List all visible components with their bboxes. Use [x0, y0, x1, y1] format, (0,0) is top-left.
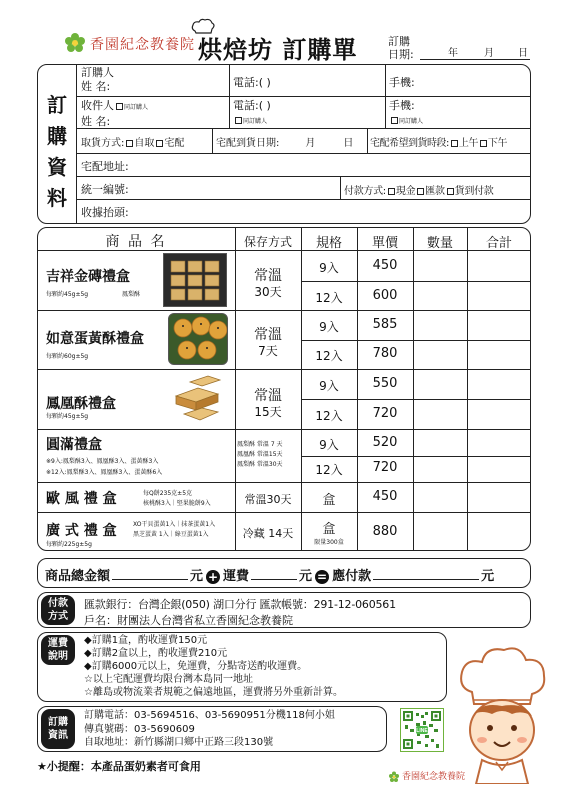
line-qr-code[interactable] — [400, 708, 444, 752]
product-name: 鳳凰酥禮盒 — [46, 396, 116, 412]
product-price: 600 — [372, 288, 398, 303]
product-weight: 每顆約225g±5g — [46, 541, 92, 548]
product-weight: 每顆約45g±5g — [46, 413, 89, 420]
recipient-phone-label: 電話:( ) 同訂購人 — [233, 99, 271, 125]
totals-row: 商品總金額 元 + 運費 元 = 應付款 元 — [45, 569, 495, 584]
footer-logo — [388, 768, 400, 780]
product-spec: 9入 — [319, 320, 339, 334]
orderer-label: 訂購人 姓 名: — [81, 66, 114, 93]
order-info-side-label: 訂 購 資 料 — [47, 93, 67, 210]
order-date-day: 日 — [518, 48, 528, 59]
product-spec: 12入 — [315, 349, 343, 363]
product-price: 550 — [372, 376, 398, 391]
pickup-delivery-checkbox[interactable] — [156, 140, 163, 147]
phoenix-pastry-image — [168, 374, 226, 426]
shipping-label-pill: 運費 說明 — [41, 635, 75, 665]
plus-icon: + — [208, 569, 219, 584]
reminder-note: ★小提醒：本產品蛋奶素者可食用 — [37, 760, 201, 773]
product-contents: ※12入:鳳梨酥3入、鳳凰酥3入、蛋黃酥6入 — [46, 469, 163, 476]
pay-cash-checkbox[interactable] — [388, 188, 395, 195]
product-spec: 盒 — [322, 493, 336, 508]
col-header-product: 商 品 名 — [105, 234, 167, 250]
product-storage: 常溫30天 — [244, 493, 292, 506]
col-header-storage: 保存方式 — [243, 235, 292, 249]
page-title: 烘焙坊 訂購單 — [198, 36, 358, 64]
payment-method: 付款方式: 現金 匯款 貨到付款 — [344, 186, 494, 197]
product-contents: ※9入:鳳梨酥3入、鳳凰酥3入、蛋黃酥3入 — [46, 458, 159, 465]
product-storage: 常溫 30天 — [254, 268, 282, 299]
pickup-self-checkbox[interactable] — [126, 140, 133, 147]
product-weight: 每顆約60g±5g — [46, 353, 89, 360]
product-spec: 9入 — [319, 438, 339, 452]
bank-info: 匯款銀行：台灣企銀(050) 湖口分行 匯款帳號：291-12-060561 — [84, 598, 396, 611]
product-spec: 12入 — [315, 409, 343, 423]
egg-yolk-pastry-image — [168, 313, 228, 365]
footer-org-name: 香園紀念教養院 — [402, 772, 466, 782]
org-name: 香園紀念教養院 — [90, 37, 195, 53]
product-name: 吉祥金磚禮盒 — [46, 269, 130, 285]
product-contents: 每Q餅235克±5克 — [143, 490, 193, 497]
product-price: 880 — [372, 524, 398, 539]
col-header-spec: 規格 — [315, 236, 342, 251]
product-price: 450 — [372, 258, 398, 273]
product-price: 720 — [372, 406, 398, 421]
col-header-subtotal: 合計 — [485, 236, 512, 251]
chef-mascot-illustration — [452, 644, 552, 784]
order-date-label-1: 訂購 — [388, 35, 410, 48]
product-filling: 鳳梨酥 — [122, 291, 141, 298]
recipient-mobile-label: 手機: 同訂購人 — [389, 99, 424, 125]
product-storage: 常溫 7天 — [254, 327, 282, 358]
receipt-title-label: 收據抬頭: — [81, 206, 129, 219]
product-contents: 黑芝蛋黃 1入｜綠豆蛋黃1入 — [133, 531, 209, 538]
pickup-method: 取貨方式: 自取 宅配 — [81, 138, 185, 149]
order-date-year: 年 — [448, 48, 458, 59]
product-price: 585 — [372, 317, 398, 332]
product-spec: 12入 — [315, 463, 343, 477]
product-storage: 常溫 15天 — [254, 388, 282, 419]
product-name: 圓滿禮盒 — [46, 437, 102, 453]
product-contents: XO干貝蛋黃1入｜抹茶蛋黃1入 — [133, 521, 216, 528]
product-weight: 每顆約45g±5g — [46, 291, 89, 298]
product-spec: 盒 — [322, 522, 336, 537]
equals-icon: = — [317, 569, 328, 584]
pay-cod-checkbox[interactable] — [447, 188, 454, 195]
order-date-label-2: 日期: — [388, 48, 414, 61]
payment-label-pill: 付款 方式 — [41, 595, 75, 625]
same-as-orderer-checkbox[interactable] — [116, 103, 123, 110]
orderer-mobile-label: 手機: — [389, 76, 415, 89]
product-price: 720 — [372, 460, 398, 475]
product-spec: 12入 — [315, 291, 343, 305]
phone-same-checkbox[interactable] — [235, 117, 242, 124]
recipient-label: 收件人 同訂購人 姓 名: — [81, 99, 149, 128]
product-price: 450 — [372, 489, 398, 504]
delivery-date: 宅配到貨日期: 月 日 — [216, 138, 354, 149]
mobile-same-checkbox[interactable] — [391, 117, 398, 124]
delivery-time-slot: 宅配希望到貨時段: 上午 下午 — [370, 138, 507, 149]
time-am-checkbox[interactable] — [451, 140, 458, 147]
product-name: 如意蛋黃酥禮盒 — [46, 331, 144, 347]
contact-info: 訂購電話：03-5694516、03-5690951分機118何小姐 傳真號碼：03-5690609 自取地址：新竹縣湖口鄉中正路三段130號 — [84, 710, 335, 748]
product-limit-note: 限量300盒 — [314, 539, 344, 546]
address-label: 宅配地址: — [81, 160, 129, 173]
shipping-rules: ◆訂購1盒，酌收運費150元 ◆訂購2盒以上，酌收運費210元 ◆訂購6000元以上，免運費，分點寄送酌收運費。 ☆以上宅配運費均限台灣本島同一地址 ☆離島或物流業者規範之偏遠地區，運費將另外重新計算。 — [84, 635, 343, 698]
product-spec: 9入 — [319, 261, 339, 275]
pineapple-cake-box-image — [163, 253, 227, 307]
product-price: 520 — [372, 435, 398, 450]
time-pm-checkbox[interactable] — [480, 140, 487, 147]
product-storage: 鳳梨酥 常溫 7 天 鳳凰酥 常溫15天 鳳梨酥 常溫30天 — [237, 441, 283, 468]
tax-id-label: 統一編號: — [81, 183, 129, 196]
org-logo — [62, 32, 88, 54]
col-header-price: 單價 — [371, 236, 398, 251]
orderer-phone-label: 電話:( ) — [233, 76, 271, 89]
order-date-month: 月 — [484, 48, 494, 59]
qr-line-label: LINE — [416, 728, 428, 734]
account-name: 戶名：財團法人台灣省私立香園紀念教養院 — [84, 614, 293, 627]
product-price: 780 — [372, 346, 398, 361]
product-spec: 9入 — [319, 379, 339, 393]
contact-label-pill: 訂購 資訊 — [41, 709, 75, 749]
product-name: 歐 風 禮 盒 — [46, 491, 117, 507]
product-storage: 冷藏 14天 — [242, 527, 294, 540]
product-contents: 核桃酥3入｜堅果脆餅9入 — [143, 500, 211, 507]
col-header-quantity: 數量 — [426, 236, 453, 251]
pay-transfer-checkbox[interactable] — [417, 188, 424, 195]
product-name: 廣 式 禮 盒 — [46, 523, 117, 539]
